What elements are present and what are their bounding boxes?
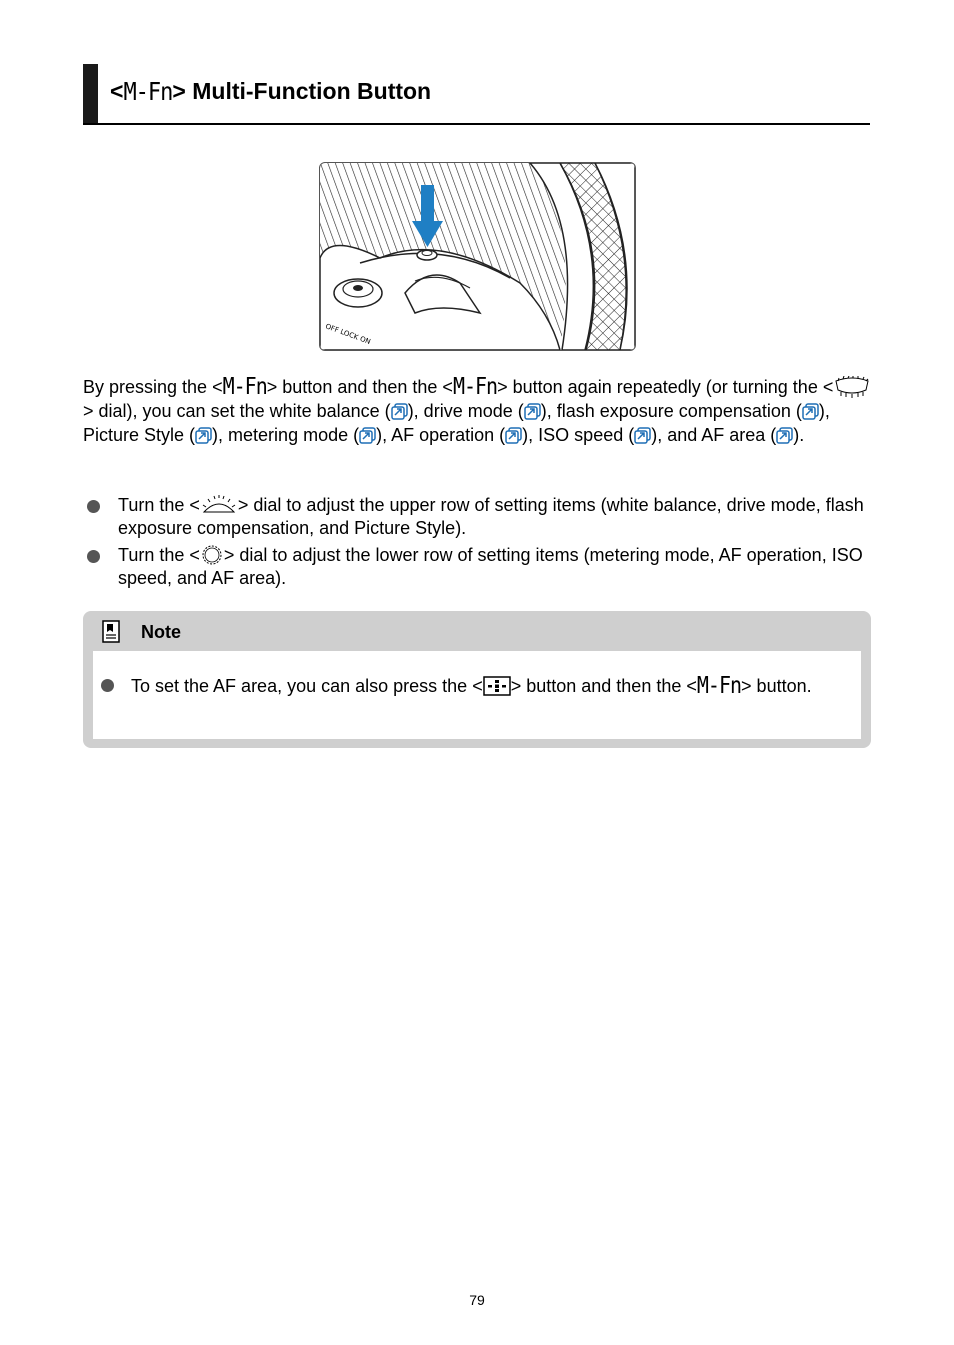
bullet-list (83, 494, 873, 594)
note-body (93, 651, 861, 739)
page-reference-icon[interactable] (524, 403, 541, 420)
camera-illustration (319, 162, 636, 351)
bullet-dot (87, 550, 100, 563)
page-reference-icon[interactable] (634, 427, 651, 444)
page-reference-icon[interactable] (505, 427, 522, 444)
main-dial-icon (200, 494, 238, 516)
page-title: <M-Fn> Multi-Function Button (110, 78, 432, 107)
list-item: Turn the < > dial to adjust the lower row of setting items (metering mode, AF operation, ISO speed, and AF area). (83, 544, 873, 590)
note-icon (101, 620, 121, 644)
page-reference-icon[interactable] (195, 427, 212, 444)
mfn-glyph: M-Fn (452, 372, 498, 400)
page-number: 79 (469, 1292, 485, 1308)
page-reference-icon[interactable] (802, 403, 819, 420)
list-item: Turn the < > dial to adjust the upper row of setting items (white balance, drive mode, flash exposure compensation, and Picture Style). (83, 494, 873, 540)
mfn-glyph: M-Fn (696, 671, 742, 699)
svg-text:OFF LOCK ON: OFF LOCK ON (324, 322, 372, 347)
page-reference-icon[interactable] (359, 427, 376, 444)
bullet-dot (87, 500, 100, 513)
page-reference-icon[interactable] (776, 427, 793, 444)
mfn-glyph: M-Fn (222, 372, 267, 400)
note-box (83, 611, 871, 748)
bullet-dot (101, 679, 114, 692)
list-item: To set the AF area, you can also press the < > button and then the <M-Fn> button. (131, 671, 812, 699)
page-reference-icon[interactable] (391, 403, 408, 420)
main-dial-icon (833, 376, 871, 398)
section-heading (83, 64, 870, 125)
heading-bar (83, 64, 98, 123)
af-point-button-icon (483, 676, 511, 696)
note-title: Note (141, 622, 181, 642)
intro-paragraph: By pressing the <M-Fn> button and then the <M-Fn> button again repeatedly (or turning the <> dial), you can set the white balance ( ), drive mode ( ), flash exposure compensation ( ), Picture Style ( ), metering mode ( ), AF operation ( ), ISO speed ( ), and AF area ( ). (83, 374, 873, 447)
control-dial-icon (200, 544, 224, 566)
mfn-glyph: M-Fn (123, 78, 173, 107)
